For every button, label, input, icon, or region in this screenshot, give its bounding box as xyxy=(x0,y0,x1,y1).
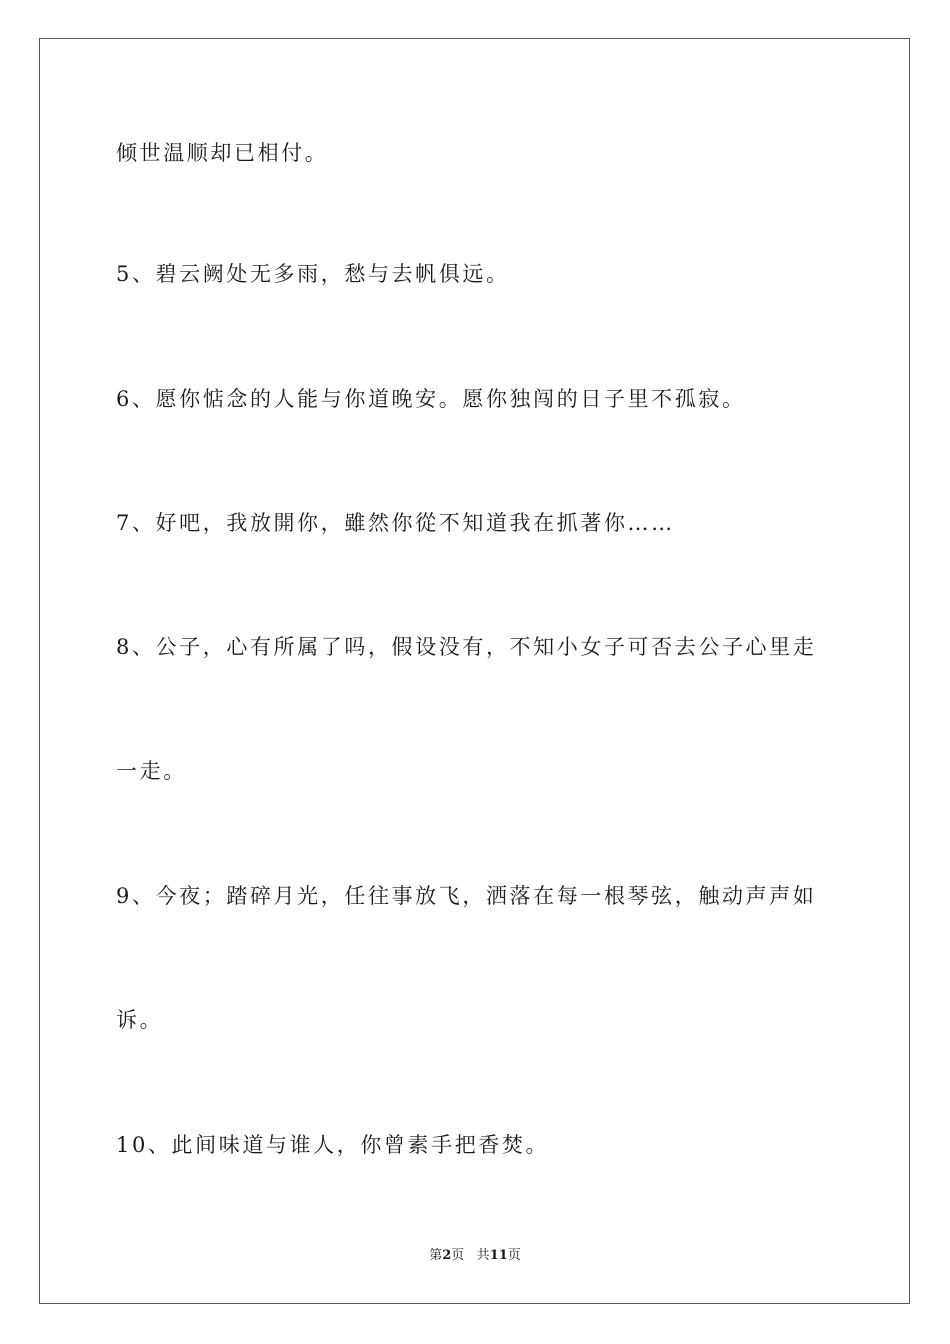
footer-page-suffix: 页 xyxy=(451,1248,465,1263)
text-line-9: 10、此间味道与谁人，你曾素手把香焚。 xyxy=(116,1133,550,1157)
footer-total-prefix: 共 xyxy=(476,1248,490,1263)
page-footer xyxy=(0,1246,950,1266)
footer-total-suffix: 页 xyxy=(507,1248,521,1263)
text-line-2: 5、碧云阙处无多雨，愁与去帆俱远。 xyxy=(116,262,510,286)
footer-total-pages: 11 xyxy=(489,1248,508,1263)
text-line-1: 倾世温顺却已相付。 xyxy=(116,141,329,165)
text-line-6: 一走。 xyxy=(116,759,187,783)
text-line-3: 6、愿你惦念的人能与你道晚安。愿你独闯的日子里不孤寂。 xyxy=(116,387,746,411)
text-line-5: 8、公子，心有所属了吗，假设没有，不知小女子可否去公子心里走 xyxy=(116,635,817,659)
text-line-8: 诉。 xyxy=(116,1008,164,1032)
footer-page-prefix: 第 xyxy=(429,1248,443,1263)
page-frame xyxy=(39,38,910,1304)
text-line-4: 7、好吧，我放開你，雖然你從不知道我在抓著你…… xyxy=(116,511,675,535)
footer-page-number: 2 xyxy=(442,1248,452,1263)
text-line-7: 9、今夜；踏碎月光，任往事放飞，洒落在每一根琴弦，触动声声如 xyxy=(116,884,817,908)
